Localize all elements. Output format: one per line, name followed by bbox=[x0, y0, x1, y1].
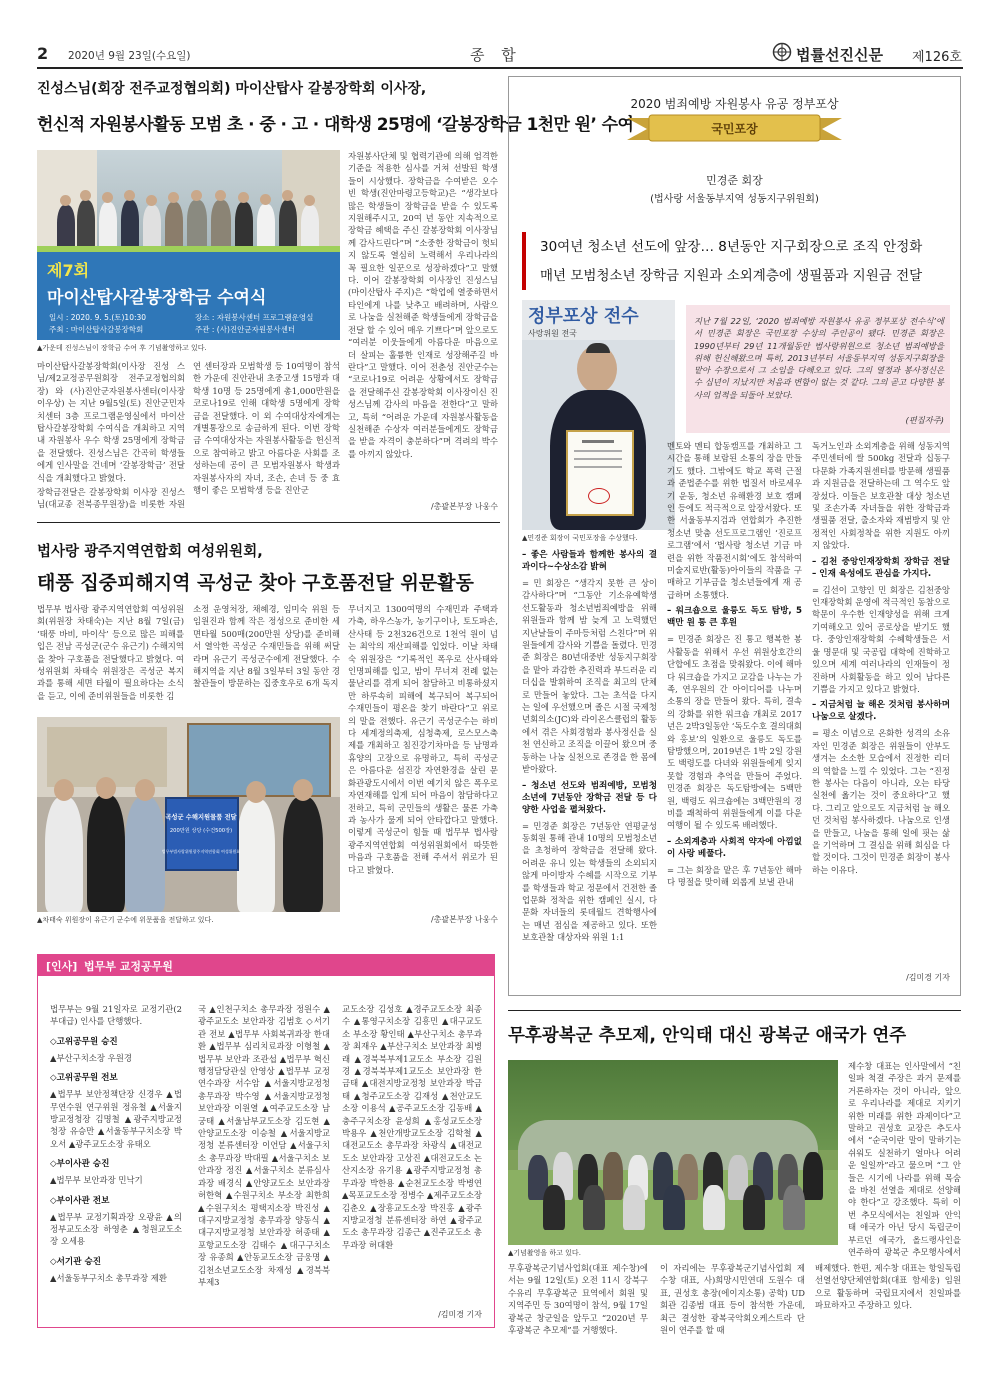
article4-tag: [인사] bbox=[46, 960, 78, 973]
article3-photo bbox=[522, 300, 675, 530]
recipient-org: (법사랑 서울동부지역 성동지구위원회) bbox=[650, 194, 819, 205]
article5-divider bbox=[508, 1010, 961, 1011]
article1-body-col3: 자원봉사단체 및 협력기관에 의해 엄격한 기준을 적용한 심사를 거쳐 선발된 학생들이 시상했다. 장학금을 수여받은 오수빈 학생(진안마령고등학교)은 “생각보다 많은 학생들이 장학금을 받을 수 있도록 지원해주시고, 20여 년 동안 지속적으로 장학금 혜택을 주신 갈봉장학회 이사장님께 감사드린다”며 “소중한 장학금이 헛되지 않도록 열심히 노력해서 우리나라의 꼭 필요한 일꾼으로 성장하겠다”고 말했다. 이어 갈봉장학회 이사장인 진성스님(마이산탑사 주지)은 “학업에 열중하면서 타인에게 나를 낮추고 배려하며, 사람으로 나눔을 실천해준 학생들에게 장학금을 전달 할 수 있어 매우 기쁘다”며 앞으로도 “여러분 이웃들에게 아름다운 마음으로 더 살피는 훌륭한 인재로 성장해주길 바란다”고 말했다. 이어 전춘성 진안군수는 “코로나19로 어려운 상황에서도 장학금을 전달해주신 갈봉장학회 이사장이신 진성스님께 감사의 마음을 전한다”고 말하고, 특히 “어려운 가운데 자원봉사활동을 실천해준 수상자 여러분들에게도 장학금을 받을 자격이 충분하다”며 격려의 박수를 아끼지 않았다. bbox=[348, 151, 498, 459]
article4-byline: /김미경 기자 bbox=[438, 1310, 482, 1319]
article1-byline: /총괄본부장 나웅수 bbox=[430, 502, 498, 511]
banner-title: 마이산탑사갈봉장학금 수여식 bbox=[47, 288, 267, 308]
article3-headline2: 매년 모범청소년 장학금 지원과 소외계층에 생필품과 지원금 전달 bbox=[540, 268, 923, 284]
article2-banner-small: 200만원 상당 (수건500장) bbox=[169, 828, 233, 834]
article2-body-col1: 법무부 법사랑 광주지역연합회 여성위원회(위원장 차태숙)는 지난 8월 7일(금) ‘태풍 바비, 마이삭’ 등으로 많은 피해를 입은 전남 곡성군(군수 유근기) 수해지역을 찾아 구호품을 전달했다고 밝혔다. 여성위원회 차태숙 위원장은 곡성군 복지과를 통해 세면 타월이 필요하다는 소식을 듣고, 이에 준비위원들을 비롯한 김 bbox=[37, 604, 184, 701]
article2-kicker: 법사랑 광주지역연합회 여성위원회, bbox=[37, 544, 263, 560]
article2-photo bbox=[37, 717, 340, 912]
section-title: 종 합 bbox=[470, 46, 522, 64]
article3-photo-caption: ▲민경준 회장이 국민포장을 수상했다. bbox=[522, 534, 638, 542]
header-rule bbox=[37, 67, 963, 69]
article5-col1: 무후광복군기념사업회(대표 제수창)에서는 9월 12일(토) 오전 11시 강북구 수유리 무후광복군 묘역에서 회원 및 지역주민 등 30여명이 참석, 9월 17일 광복군 창군일을 앞두고 “2020년 무후광복군 추모제”를 거행했다. bbox=[508, 1263, 648, 1336]
banner-date: 일시 : 2020. 9. 5.(토)10:30 bbox=[49, 313, 147, 322]
headline-accent-bar bbox=[522, 232, 526, 290]
page-number: 2 bbox=[37, 44, 49, 63]
article3-col1: – 좋은 사람들과 함께한 봉사의 결과이다~수상소감 밝혀 = 민 회장은 “생각지 못한 큰 상이 감사하다”며 “그동안 기소유예학생 선도활동과 청소년범죄예방을 위해 위원들과 함께 밤 늦게 고 노력했던 지난날들이 주마등처럼 스친다”며 위원들에게 감사와 기쁨을 돌렸다. 민경준 회장은 80년대중반 성동지구회장을 맡아 과감한 추진력과 부드러운 리더십을 발휘하여 조직을 최고의 단체로 만들어 놓았다. 그는 초석을 다지는 일에 우선했으며 졸은 시절 국제청년회의소(JC)와 라이온스클럽의 활동에서 겪은 사회경험과 봉사정신을 실천 연신하고 조직을 이끌어 왔으며 중동하는 나눔 실천으로 존경을 한 몸에 받아왔다. – 청소년 선도와 범죄예방, 모범청소년에 7년동안 장학금 전달 등 다양한 사업을 펼쳐왔다. = 민경준 회장은 7년동안 연평균성동회원 통해 관내 10명의 모범청소년을 초청하여 장학금을 전달해 왔다. 어려운 유니 있는 학생들의 소외되지 않게 마이방자 수혜를 시작으로 기부를 학생들과 학교 정문에서 건전한 졸업문화 정착을 위한 캠페인 실시, 다문화 자녀들의 롯데월드 견학행사에는 매년 점심을 제공하고 있다. 또한 보호관찰 대상자와 위원 1:1 bbox=[522, 550, 657, 943]
medal-text: 국민포장 bbox=[711, 122, 758, 136]
article4-col3: 교도소장 김성호 ▲경주교도소장 최종수 ▲통영구치소장 김흥민 ▲대구교도소 부소장 황인태 ▲부산구치소 총무과장 최재우 ▲부산구치소 보안과장 최병래 ▲경북북부제1교도소 부소장 김원경 ▲경북북부제1교도소 보안과장 한금태 ▲대전지방교정청 보안과장 박금태 ▲청주교도소장 김재성 ▲천안교도소장 이용석 ▲공주교도소장 김동배 ▲충주구치소장 윤성희 ▲홍성교도소장 박용우 ▲천안개방교도소장 김학철 ▲대전교도소 총무과장 차광식 ▲대전교도소 보안과장 고상진 ▲대전교도소 논산지소장 유기용 ▲광주지방교정청 총무과장 박한용 ▲순천교도소장 박병연 ▲목포교도소장 정병수 ▲제주교도소장 김춘오 ▲장흥교도소장 박진홍 ▲광주지방교정청 분류센터장 하연 ▲광주교도소 총무과장 김종근 ▲진주교도소 총무과장 허대환 bbox=[342, 1004, 482, 1250]
photo-banner2: 사랑위원 전국 bbox=[528, 329, 577, 338]
article1-photo-caption: ▲가운데 진성스님이 장학금 수여 후 기념촬영하고 있다. bbox=[37, 344, 207, 352]
banner-host: 주최 : 마이산탑사갈봉장학회 bbox=[49, 325, 144, 334]
intro-text: 지난 7월 22일, ‘2020 범죄예방 자원봉사 유공 정부포상 전수식’에서 민경준 회장은 국민포장 수상의 주인공이 됐다. 민경준 회장은 1990년부터 29년 11개월동안 법사랑위원으로 청소년 범죄예방을 위해 헌신해왔으며 특히, 2013년부터 서울동부지역 성동지구회장을 맡아 수장으로서 그 소임을 다해오고 있다. 그의 열정과 봉사정신은 수 십년이 지났지만 처음과 변함이 없는 것 같다. 그의 곧고 다양한 봉사의 업적을 되돌아 보았다. bbox=[694, 316, 944, 400]
banner-org: 주관 : (사)진안군자원봉사센터 bbox=[195, 325, 296, 334]
article5-col3-top: 제수창 대표는 인사말에서 “친일파 척결 주장은 과거 문제를 거론하자는 것이 아니라, 앞으로 우리나라를 제대로 지키기 위한 미래를 위한 과제이다”고 말하고 권성호 교장은 추도사에서 “순국이란 말이 말하기는 쉬워도 실천하기 얼마나 어려운 일일까”라고 물으며 “그 안들은 시기에 나라를 위해 목숨을 바친 선열을 제대로 선양해야 한다”고 강조했다. 특히 이번 추모식에서는 친일파 안익태 애국가 아닌 당시 독립군이 부르던 애국가, 올드랭사인을 연주하여 광복군 추모행사에서 bbox=[848, 1061, 961, 1258]
recipient-name: 민경준 회장 bbox=[706, 174, 763, 187]
article2-headline: 태풍 집중피해지역 곡성군 찾아 구호품전달 위문활동 bbox=[37, 572, 474, 594]
article3-headline1: 30여년 청소년 선도에 앞장… 8년동안 지구회장으로 조직 안정화 bbox=[540, 239, 923, 255]
article2-banner-org: 법무부법사랑위원광주지역연합회 여성위원회 bbox=[161, 849, 241, 854]
award-title: 2020 범죄예방 자원봉사 유공 정부포상 bbox=[630, 97, 839, 111]
article1-headline: 헌신적 자원봉사활동 모범 초 · 중 · 고 · 대학생 25명에 ‘갈봉장학금 1천만 원’ 수여 bbox=[37, 115, 634, 135]
article1-photo bbox=[37, 150, 340, 340]
article1-body-col2: 연 센터장과 모범학생 등 10여명이 참석한 가운데 진안관내 초중고생 15명과 대학생 10명 등 25명에게 총1,000만원을 코로나19로 인해 대학생 5명에게 장학금을 전달했다. 이 외 수여대상자에게는 개별통장으로 송금하게 된다. 이번 장학금 수여대상자는 자원봉사활동을 헌신적으로 참여하고 밝고 아름다운 사회를 조성하는데 공이 큰 모범자원봉사 학생과 자원봉사자의 자녀, 조손, 손녀 등 중 효행이 좋은 모범학생 등을 진안군 bbox=[193, 361, 340, 496]
issue-number: 제126호 bbox=[912, 50, 962, 65]
banner-edition: 제7회 bbox=[47, 261, 90, 280]
article5-photo-caption: ▲기념촬영을 하고 있다. bbox=[508, 1249, 581, 1257]
article1-kicker: 진성스님(회장 전주교정협의회) 마이산탑사 갈봉장학회 이사장, bbox=[37, 81, 427, 97]
article4-title: 법무부 교정공무원 bbox=[84, 960, 173, 973]
article2-body-col3: 무너지고 1300여명의 수재민과 주택과 가축, 하우스농가, 농기구이나, 토도파손, 산사태 등 2천326건으로 1천억 원이 넘는 최악의 재산피해를 입었다. 이날 차태숙 위원장은 “기록적인 폭우로 산사태와 인명피해를 입고, 밤이 무너져 전례 없는 물난리를 겪게 되어 참담하고 비통하셨지만 하루속히 피해에 복구되어 복구되어 수재민들이 평온을 찾기 바란다”고 위로의 말을 전했다. 유근기 곡성군수는 하비다 세계정의축제, 심청축제, 로스모스축제를 개최하고 침진강기차마을 등 남명과 휴양의 고장으로 유명하고, 특히 곡성군은 아름다운 섬진강 자연환경을 살린 문화관광도시에서 이번 예기치 않은 폭우로 자연재해를 입게 되어 마음이 참담하다고 전하고, 특히 군민들의 생활은 물론 가축과 농사가 물게 되어 안타깝다고 말했다. 이렇게 곡성군이 힘들 때 법무부 법사랑 광주지역연합회 여성위원회에서 따뜻한 마음과 구호품을 전해 주셔서 위로가 된다고 밝혔다. bbox=[348, 604, 498, 875]
article2-photo-caption: ▲차태숙 위원장이 유근기 군수에 위문품을 전달하고 있다. bbox=[37, 916, 214, 924]
article5-col2: 이 자리에는 무후광복군기념사업회 제수창 대표, 사)희망시민연대 도원수 대표, 권성호 총장(에이지소통) 공학) UD회관 김종범 대표 등이 참석한 가운데, 최근 결성한 광복국악회오케스트라 단원이 연주를 할 때 bbox=[660, 1263, 805, 1336]
article1-body-col1: 마이산탑사갈봉장학회(이사장 진성 스님/제2교정공무원회장 전주교정협의회장) 와 (사)진안군자원봉사센터(이사장 이우상) 는 지난 9월5일(토) 진안군민자치센터 3층 프로그램운영실에서 마이산탑사갈봉장학회 수여식을 개최하고 지역 내 자원봉사 우수 학생 25명에게 장학금을 전달했다. 진성스님은 간곡히 학생들에게 인사말을 건네며 ‘갈봉장학금’ 전달식을 개최했다고 밝혔다. 장학금전달은 갈봉장학회 이사장 진성스님(대교종 전북종무원장)을 비롯한 자원 bbox=[37, 361, 185, 510]
article3-col2: 멘토와 멘티 합동캠프를 개최하고 그 시간을 통해 보람된 소통의 장을 만들기도 했다. 그밖에도 학교 폭력 근절과 준법준수를 위한 법질서 바로세우기 운동, 청소년 유해환경 보호 캠페인 등에도 적극적으로 앞장서왔다. 또한 서울동부지검과 연합회가 추진한 청소년 맞춤 선도프로그램인 ‘진로프로그램’에서 ‘법사랑 청소년 기금 마련을 위한 작품전시회’에도 참석하여 미술지료반(활동)아이들의 작품을 구매하고 기부금을 청소년들에게 재 공급하며 소통했다. – 워크숍으로 울릉도 독도 탐방, 5백만 원 통 큰 후원 = 민경준 회장은 진 통고 행복한 봉사활동을 위해서 우선 위원상호간의 단합에도 초점을 맞춰왔다. 이에 해마다 워크숍을 가지고 교감을 나누는 가족, 연우원의 간 아이디어를 나누며 소통의 장을 만들어 왔다. 특히, 결속의 강화를 위한 워크숍 개최로 2017년은 2박3일동안 ‘독도수호 결의대회와 홍보’의 일환으로 울릉도 독도를 탐방했으며, 2019년은 1박 2일 강원도 백령도를 다녀와 위원들에게 잊지 못할 경험과 추억을 만들어 주었다. 민경준 회장은 독도탐방에는 5백만원, 백령도 워크숍에는 3백만원의 경비를 쾌척하여 위원들에게 이를 다운 여행이 될 수 있도록 배려했다. – 소외계층과 사회적 약자에 아낌없이 사랑 베풀다. = 그는 회장을 맡은 후 7년동안 해마다 명절을 맞이해 외롭게 보낼 관내 bbox=[667, 441, 802, 888]
intro-signature: (편집자주) bbox=[905, 415, 944, 425]
article4-col1: 법무부는 9월 21일자로 교정기관(2부대급) 인사를 단행했다. ◇고위공무원 승진 ▲부산구치소장 우원경 ◇고위공무원 전보 ▲법무부 보안정책단장 신경우 ▲법무연수원 연구위원 정유철 ▲서울지방교정청장 김명철 ▲광주지방교정청장 유승만 ▲서울동부구치소장 박오서 ▲광주교도소장 유태오 ◇부이사관 승진 ▲법무부 보안과장 민낙기 ◇부이사관 전보 ▲법무부 교정기획과장 오광윤 ▲의정부교도소장 하영춘 ▲청원교도소장 오세용 ◇서기관 승진 ▲서울동부구치소 총무과장 제환 bbox=[50, 1004, 182, 1283]
article3-byline: /김미경 기자 bbox=[906, 973, 950, 982]
banner-place: 장소 : 자원봉사센터 프로그램운영실 bbox=[195, 313, 314, 322]
issue-date: 2020년 9월 23일(수요일) bbox=[68, 50, 191, 62]
article5-col3-bottom: 배제했다. 한편, 제수창 대표는 항일독립선열선양단체연합회(대표 함세웅) 임원으로 활동하며 국립묘지에서 친일파를 파묘하자고 주장하고 있다. bbox=[815, 1263, 961, 1311]
article4-col2: 국 ▲인천구치소 총무과장 정원수 ▲광주교도소 보안과장 김범호 ◇서기관 전보 ▲법무부 사회복귀과장 한대환 ▲법무부 심리치료과장 이형철 ▲법무부 보안과 조관섭 ▲법무부 혁신행정담당관실 안영상 ▲법무부 교정연수과장 서수암 ▲서울지방교정청 총무과장 박수영 ▲서울지방교정청 보안과장 이원열 ▲여주교도소장 남궁태 ▲서울남부교도소장 김도현 ▲안양교도소장 이승철 ▲서울지방교정청 분류센터장 이언담 ▲서울구치소 총무과장 박대필 ▲서울구치소 보안과장 정진 ▲서울구치소 분류심사과장 배경식 ▲안양교도소 보안과장 허한혁 ▲수원구치소 부소장 최한희 ▲수원구치소 평택지소장 박진성 ▲대구지방교정청 총무과장 양동식 ▲대구지방교정청 보안과장 허종태 ▲포항교도소장 김태수 ▲대구구치소장 유종희 ▲안동교도소장 금웅명 ▲김천소년교도소장 차재성 ▲경북북부제3 bbox=[198, 1004, 330, 1287]
photo-banner: 정부포상 전수 bbox=[528, 306, 639, 327]
newspaper-logo-icon bbox=[772, 42, 792, 62]
article1-divider bbox=[37, 522, 500, 523]
article5-headline: 무후광복군 추모제, 안익태 대신 광복군 애국가 연주 bbox=[508, 1026, 907, 1046]
article2-banner-text: 곡성군 수해지원물품 전달 bbox=[165, 814, 237, 821]
newspaper-name: 법률선진신문 bbox=[796, 46, 883, 64]
article2-body-col2: 소정 운영처장, 채혜경, 임미숙 위원 등 임원진과 함께 작은 정성으로 준비한 세면타월 500매(200만원 상당)를 준비해서 열악한 곡성군 수재민들을 위해 써달라며 유근기 곡성군수에게 전달했다. 수해지역을 지난 8월 3일부터 3일 동안 경찰관들이 방문하는 집중호우로 6개 독지 bbox=[193, 604, 340, 689]
article3-col3: 독거노인과 소외계층을 위해 성동지역 주민센터에 쌀 500kg 전달과 십동구 다문화 가족지원센터를 방문해 생필품과 지원금을 전달하는데 그 역수도 앞장섰다. 이들은 보호관찰 대상 청소년 및 조손가족 자녀들을 위한 장학금과 생필품 전달, 출소자와 재범방지 및 안정적인 사회정착을 위한 지원도 아끼지 않았다. – 김천 중앙인재장학회 장학금 전달 – 인재 육성에도 관심을 가지다. = 김선이 고향인 민 회장은 김천중앙인재장학회 운영에 적극적인 동참으로 학문이 우수한 인재양성을 위해 크게 기여해오고 있어 공로상을 받기도 했다. 중앙인재장학회 수혜학생들은 서울 명문대 및 국공립 대학에 진학하고 있으며 세계 여러나라의 인재들이 정진하며 사회활동을 하고 있어 남다른 기쁨을 가지고 있다고 밝혔다. – 지금처럼 늘 해온 것처럼 봉사하며 나눔으로 살겠다. = 평소 이념으로 온화한 성격의 소유자인 민경준 회장은 위원들이 안부도 생겨는 소소한 모습에서 진정한 리더의 역할을 느낄 수 있었다. 그는 “진정한 봉사는 다음이 아니라, 오는 타당 실천에 옮기는 것이 중요하다”고 했다. 그리고 앞으로도 지금처럼 늘 해오던 것처럼 봉사하겠다. 나눔으로 인생을 만들고, 나눔을 통해 일에 핏는 삶을 기억하며 그 결심을 위해 회심을 다 할 것이다. 그것이 민경준 회장이 봉사하는 이유다. bbox=[812, 441, 950, 875]
article5-photo bbox=[508, 1060, 838, 1245]
article2-byline: /총괄본부장 나웅수 bbox=[430, 915, 498, 924]
